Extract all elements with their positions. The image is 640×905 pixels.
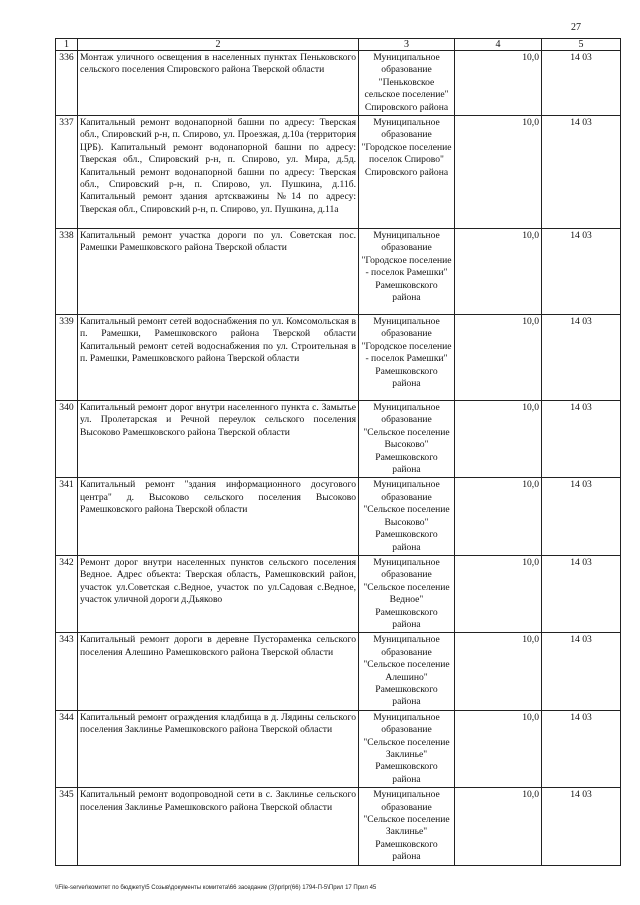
header-cell: 1 [56,39,78,51]
row-amount: 10,0 [455,116,542,229]
row-number: 340 [56,401,78,478]
row-description: Монтаж уличного освещения в населенных пунктах Пеньковского сельского поселения Спировского района Тверской области [78,51,359,116]
row-amount: 10,0 [455,633,542,710]
header-cell: 3 [359,39,455,51]
row-organization: Муниципальное образование "Городское поселение - поселок Рамешки" Рамешковского района [359,229,455,315]
table-row [56,229,621,315]
row-number: 337 [56,116,78,229]
file-path-footer: \\File-server\комитет по бюджету\5 Созыв\документы комитета\66 заседание (3)\prlpr(66) 1794-П-5\Прил 17 Прил 45 [55,885,377,891]
table-row [56,51,621,116]
table-row [56,788,621,865]
row-code: 14 03 [542,478,621,555]
row-description: Капитальный ремонт водопроводной сети в с. Заклинье сельского поселения Заклинье Рамешковского района Тверской области [78,788,359,865]
row-organization: Муниципальное образование "Пеньковское сельское поселение" Спировского района [359,51,455,116]
row-amount: 10,0 [455,555,542,632]
table-row [56,710,621,787]
table-row [56,555,621,632]
row-description: Капитальный ремонт сетей водоснабжения по ул. Комсомольская в п. Рамешки, Рамешковского района Тверской области Капитальный ремонт сетей водоснабжения по ул. Строительная в п. Рамешки, Рамешковского района Тверской области [78,315,359,401]
budget-table [55,38,621,866]
row-code: 14 03 [542,555,621,632]
page-number: 27 [571,22,581,33]
row-organization: Муниципальное образование "Сельское поселение Высоково" Рамешковского района [359,401,455,478]
table-row [56,478,621,555]
row-code: 14 03 [542,51,621,116]
row-amount: 10,0 [455,229,542,315]
row-amount: 10,0 [455,788,542,865]
row-number: 343 [56,633,78,710]
row-organization: Муниципальное образование "Сельское поселение Ведное" Рамешковского района [359,555,455,632]
row-amount: 10,0 [455,315,542,401]
row-number: 338 [56,229,78,315]
row-code: 14 03 [542,788,621,865]
table-row [56,633,621,710]
header-cell: 5 [542,39,621,51]
row-organization: Муниципальное образование "Сельское поселение Алешино" Рамешковского района [359,633,455,710]
row-description: Капитальный ремонт водонапорной башни по адресу: Тверская обл., Спировский р-н, п. Спирово, ул. Проезжая, д.10а (территория ЦРБ). Капитальный ремонт водонапорной башни по адресу: Тверская обл., Спировский р-н, п. Спирово, ул. Мира, д.5д. Капитальный ремонт водонапорной башни по адресу: Тверская обл., Спировский р-н, п. Спирово, ул. Пушкина, д.11б. Капитальный ремонт здания артскважины №14 по адресу: Тверская обл., Спировский р-н, п. Спирово, ул. Пушкина, д.11а [78,116,359,229]
row-description: Ремонт дорог внутри населенных пунктов сельского поселения Ведное. Адрес объекта: Тверская область, Рамешковский район, участок ул.Советская с.Ведное, участок по ул.Садовая с.Ведное, участок уличной дороги д.Дьяково [78,555,359,632]
row-description: Капитальный ремонт "здания информационного досугового центра" д. Высоково сельского поселения Высоково Рамешковского района Тверской области [78,478,359,555]
row-number: 345 [56,788,78,865]
row-code: 14 03 [542,710,621,787]
row-number: 342 [56,555,78,632]
row-description: Капитальный ремонт дороги в деревне Пустораменка сельского поселения Алешино Рамешковского района Тверской области [78,633,359,710]
table-row [56,116,621,229]
table-header-row [56,39,621,51]
row-organization: Муниципальное образование "Сельское поселение Заклинье" Рамешковского района [359,788,455,865]
row-code: 14 03 [542,116,621,229]
row-organization: Муниципальное образование "Городское поселение поселок Спирово" Спировского района [359,116,455,229]
row-description: Капитальный ремонт ограждения кладбища в д. Лядины сельского поселения Заклинье Рамешковского района Тверской области [78,710,359,787]
row-organization: Муниципальное образование "Сельское поселение Заклинье" Рамешковского района [359,710,455,787]
row-code: 14 03 [542,229,621,315]
header-cell: 4 [455,39,542,51]
row-description: Капитальный ремонт участка дороги по ул. Советская пос. Рамешки Рамешковского района Тверской области [78,229,359,315]
row-code: 14 03 [542,401,621,478]
row-amount: 10,0 [455,478,542,555]
table-row [56,315,621,401]
row-description: Капитальный ремонт дорог внутри населенного пункта с. Замытье ул. Пролетарская и Речной переулок сельского поселения Высоково Рамешковского района Тверской области [78,401,359,478]
row-number: 344 [56,710,78,787]
row-amount: 10,0 [455,51,542,116]
header-cell: 2 [78,39,359,51]
table-row [56,401,621,478]
row-number: 336 [56,51,78,116]
row-amount: 10,0 [455,710,542,787]
row-code: 14 03 [542,315,621,401]
row-number: 341 [56,478,78,555]
row-code: 14 03 [542,633,621,710]
row-number: 339 [56,315,78,401]
row-organization: Муниципальное образование "Городское поселение - поселок Рамешки" Рамешковского района [359,315,455,401]
row-amount: 10,0 [455,401,542,478]
row-organization: Муниципальное образование "Сельское поселение Высоково" Рамешковского района [359,478,455,555]
